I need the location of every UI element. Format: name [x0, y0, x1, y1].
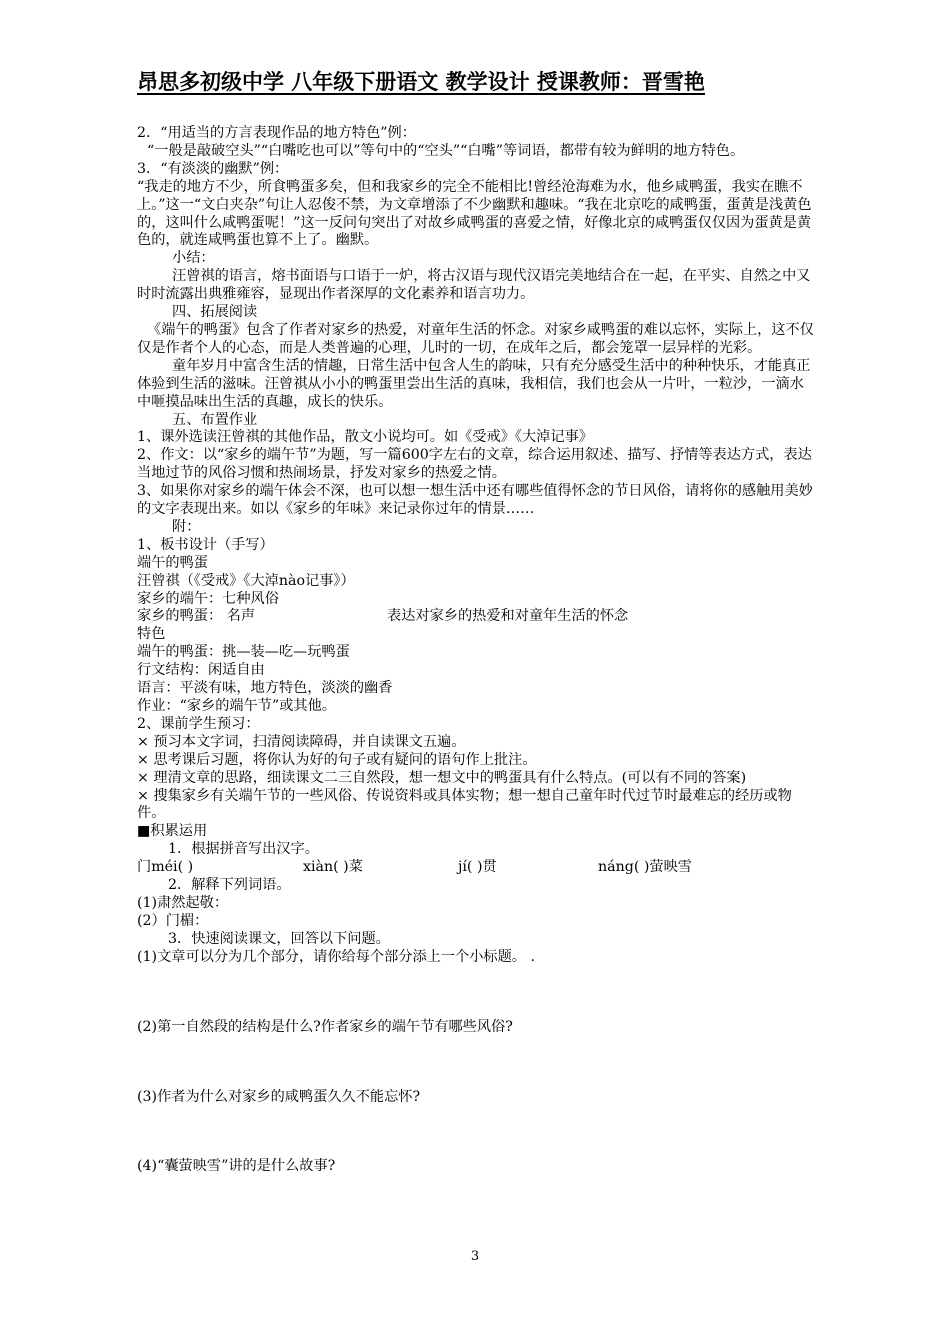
board-line-4-right: 表达对家乡的热爱和对童年生活的怀念 [387, 608, 629, 625]
question-2: 2．解释下列词语。 [168, 877, 291, 894]
section-2-text: “一般是敲破空头”“白嘴吃也可以”等句中的“空头”“白嘴”等词语，都带有较为鲜明的地方特色。 [147, 142, 745, 159]
question-3-1: (1)文章可以分为几个部分，请你给每个部分添上一个小标题。 . [137, 948, 535, 965]
board-line-6: 端午的鸭蛋：挑—装—吃—玩鸭蛋 [137, 644, 350, 661]
section-2-heading: 2．“用适当的方言表现作品的地方特色”例： [137, 125, 416, 141]
extension-para-1: 《端午的鸭蛋》包含了作者对家乡的热爱，对童年生活的怀念。对家乡咸鸭蛋的难以忘怀，实际上，这不仅仅是作者个人的心态，而是人类普遍的心理，儿时的一切，在成年之后，都会笼罩一层异样的光彩。 [137, 321, 814, 356]
accumulation-title: ■积累运用 [137, 823, 208, 840]
pinyin-item-2: xiàn( )菜 [303, 859, 363, 876]
board-line-2: 汪曾祺（《受戒》《大淖nào记事》） [137, 572, 355, 589]
answer-space [137, 1106, 817, 1158]
pinyin-item-3: jí( )贯 [458, 859, 497, 876]
question-3: 3．快速阅读课文，回答以下问题。 [168, 930, 390, 947]
board-line-5: 特色 [137, 626, 166, 643]
board-line-1: 端午的鸭蛋 [137, 554, 208, 571]
preview-item-4: × 搜集家乡有关端午节的一些风俗、传说资料或具体实物；想一想自己童年时代过节时最难忘的经历或物件。 [137, 787, 792, 822]
page-header-title: 昂思多初级中学 八年级下册语文 教学设计 授课教师：晋雪艳 [137, 70, 705, 94]
question-3-2: (2)第一自然段的结构是什么?作者家乡的端午节有哪些风俗? [137, 1018, 513, 1035]
summary-text: 汪曾祺的语言，熔书面语与口语于一炉，将古汉语与现代汉语完美地结合在一起，在平实、自然之中又时时流露出典雅雍容，显现出作者深厚的文化素养和语言功力。 [137, 268, 811, 303]
board-line-4 [137, 608, 817, 626]
board-line-8: 语言：平淡有味，地方特色，淡淡的幽香 [137, 680, 393, 697]
section-5-heading: 五、布置作业 [172, 411, 258, 428]
homework-3: 3、如果你对家乡的端午体会不深，也可以想一想生活中还有哪些值得怀念的节日风俗，请将你的感触用美妙的文字表现出来。如以《家乡的年味》来记录你过年的情景…… [137, 483, 813, 518]
preview-item-2: × 思考课后习题，将你认为好的句子或有疑问的语句作上批注。 [137, 751, 537, 768]
preview-item-3: × 理清文章的思路，细读课文二三自然段，想一想文中的鸭蛋具有什么特点。(可以有不同的答案) [137, 769, 747, 786]
document-body [137, 125, 817, 1176]
homework-1: 1、课外选读汪曾祺的其他作品，散文小说均可。如《受戒》《大淖记事》 [137, 429, 593, 446]
appendix-label: 附： [172, 518, 201, 535]
preview-item-1: × 预习本文字词，扫清阅读障碍，并自读课文五遍。 [137, 733, 466, 750]
section-3-text: “我走的地方不少，所食鸭蛋多矣，但和我家乡的完全不能相比!曾经沧海难为水，他乡咸鸭蛋，我实在瞧不上。”这一“文白夹杂”句让人忍俊不禁，为文章增添了不少幽默和趣味。“我在北京吃的咸鸭蛋，蛋黄是浅黄色的，这叫什么咸鸭蛋呢！”这一反问句突出了对故乡咸鸭蛋的喜爱之情，好像北京的咸鸭蛋仅仅因为蛋黄是黄色的，就连咸鸭蛋也算不上了。幽默。 [137, 178, 812, 249]
board-design-title: 1、板书设计（手写） [137, 536, 274, 553]
section-3-heading: 3．“有淡淡的幽默”例： [137, 160, 289, 177]
pinyin-item-4: náng( )萤映雪 [598, 859, 692, 876]
preview-title: 2、课前学生预习： [137, 715, 260, 732]
homework-2: 2、作文：以“家乡的端午节”为题，写一篇600字左右的文章，综合运用叙述、描写、抒情等表达方式，表达当地过节的风俗习惯和热闹场景，抒发对家乡的热爱之情。 [137, 447, 812, 482]
question-2-2: (2）门楣： [137, 912, 209, 929]
question-3-4: (4)“囊萤映雪”讲的是什么故事? [137, 1158, 336, 1175]
board-line-4-left: 家乡的鸭蛋： 名声 [137, 608, 256, 625]
board-line-7: 行文结构：闲适自由 [137, 662, 265, 679]
pinyin-row [137, 859, 817, 877]
pinyin-item-1: 门méi( ) [137, 859, 194, 876]
board-line-9: 作业：“家乡的端午节”或其他。 [137, 698, 336, 714]
extension-para-2: 童年岁月中富含生活的情趣，日常生活中包含人生的韵味，只有充分感受生活中的种种快乐，才能真正体验到生活的滋味。汪曾祺从小小的鸭蛋里尝出生活的真味，我相信，我们也会从一片叶，一粒沙，一滴水中咂摸品味出生活的真趣，成长的快乐。 [137, 357, 811, 410]
question-2-1: (1)肃然起敬： [137, 894, 229, 911]
answer-space [137, 1037, 817, 1089]
question-3-3: (3)作者为什么对家乡的咸鸭蛋久久不能忘怀? [137, 1088, 421, 1105]
answer-space [137, 967, 817, 1019]
board-line-3: 家乡的端午：七种风俗 [137, 590, 279, 607]
section-4-heading: 四、拓展阅读 [172, 304, 258, 321]
page-number: 3 [470, 1249, 480, 1264]
question-1: 1．根据拼音写出汉字。 [168, 841, 319, 858]
summary-label: 小结： [172, 250, 215, 267]
